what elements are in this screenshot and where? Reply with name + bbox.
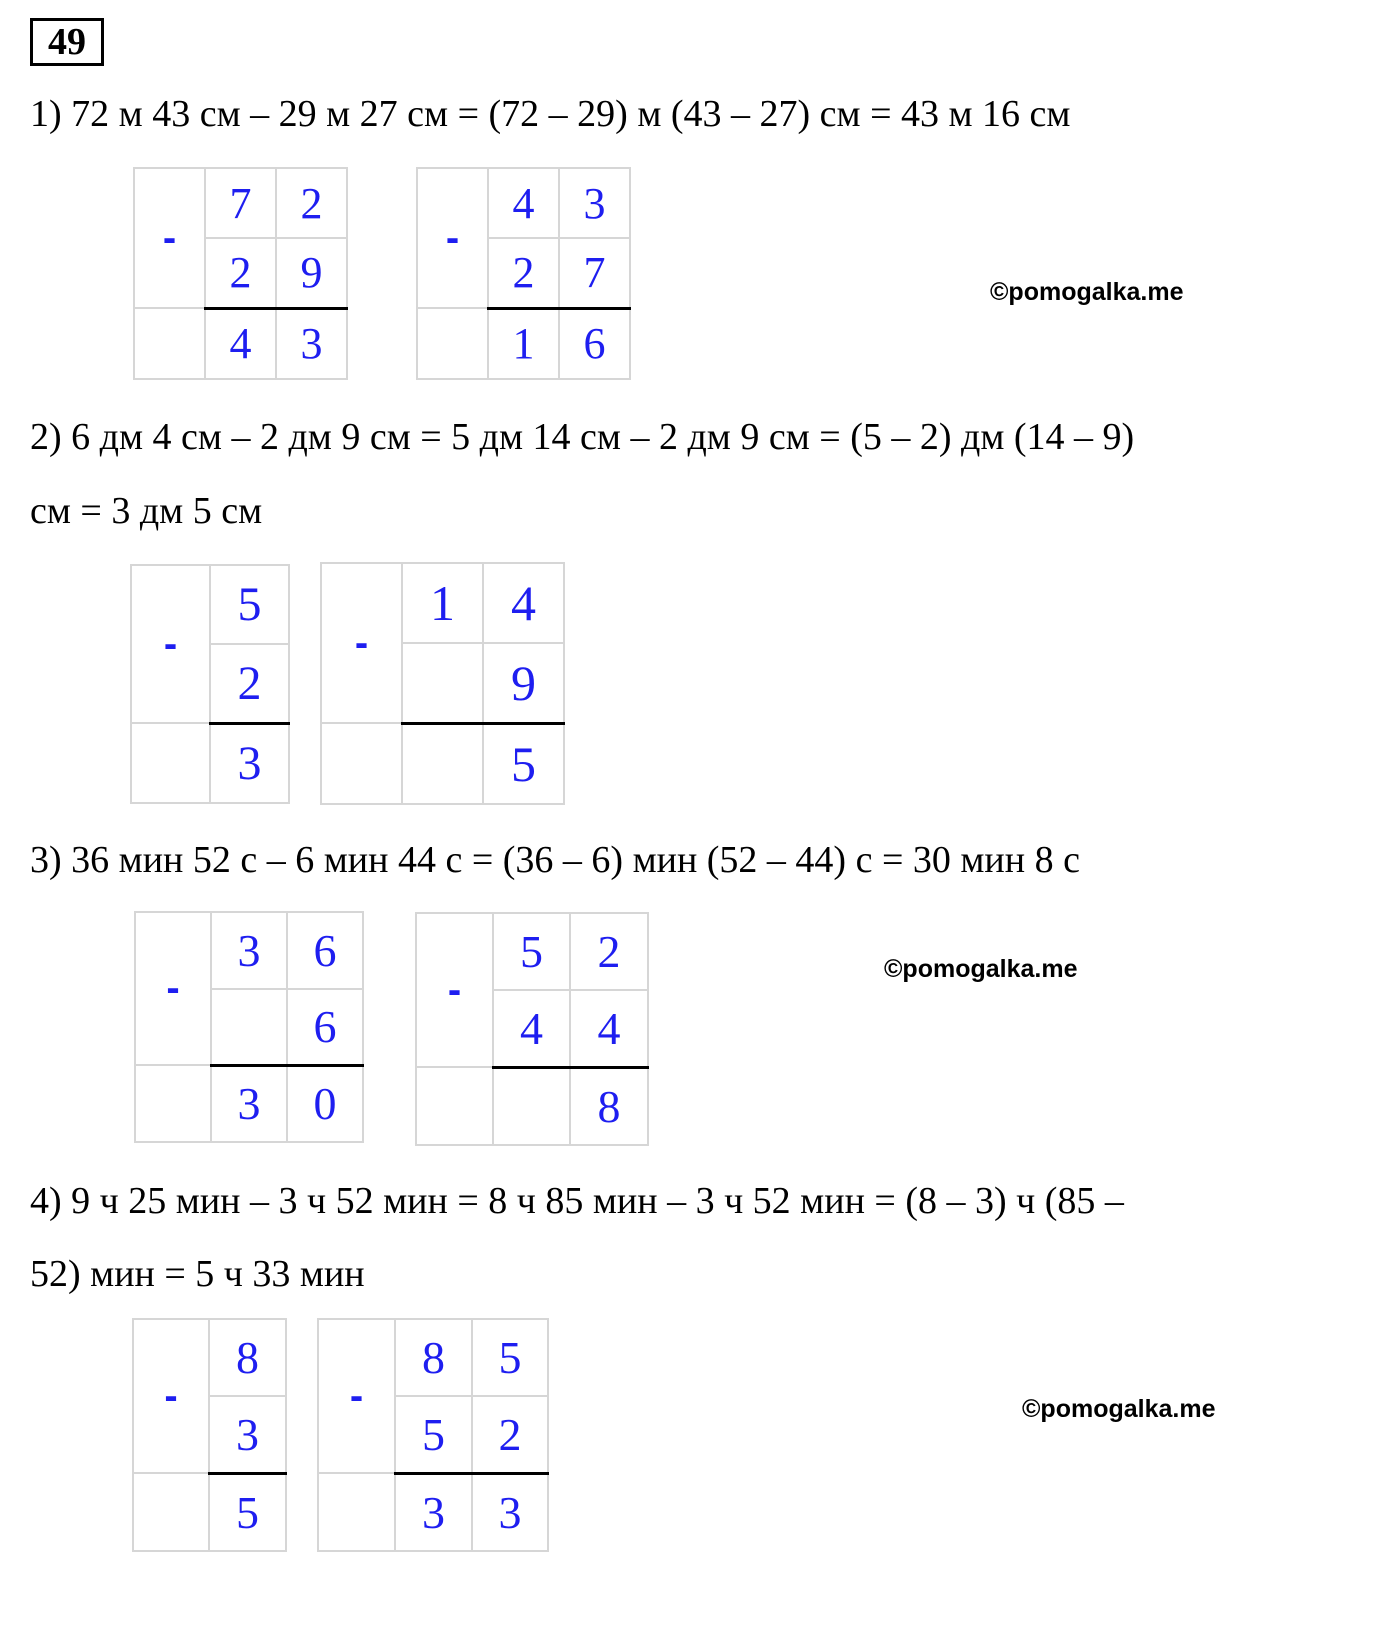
empty-cell xyxy=(135,1065,211,1142)
minus-sign: - xyxy=(417,168,488,308)
digit: 5 xyxy=(472,1319,548,1396)
calc-2b xyxy=(320,562,565,805)
digit: 3 xyxy=(395,1473,472,1551)
minus-sign: - xyxy=(416,913,493,1067)
digit: 3 xyxy=(559,168,630,238)
digit: 6 xyxy=(559,308,630,379)
digit: 1 xyxy=(488,308,559,379)
empty-cell xyxy=(417,308,488,379)
calc-2a xyxy=(130,564,290,804)
digit: 2 xyxy=(276,168,347,238)
digit: 3 xyxy=(211,912,287,989)
digit: 4 xyxy=(570,990,648,1067)
digit: 3 xyxy=(210,723,289,803)
digit: 8 xyxy=(395,1319,472,1396)
minus-sign: - xyxy=(133,1319,209,1473)
minus-sign: - xyxy=(134,168,205,308)
calc-3a xyxy=(134,911,364,1143)
task-number: 49 xyxy=(30,18,104,66)
digit: 4 xyxy=(488,168,559,238)
digit xyxy=(493,1067,570,1145)
problem-2-equation-line-2: см = 3 дм 5 см xyxy=(30,490,263,532)
calc-4a xyxy=(132,1318,287,1552)
digit: 5 xyxy=(395,1396,472,1473)
empty-cell xyxy=(321,723,402,804)
digit: 2 xyxy=(472,1396,548,1473)
minus-sign: - xyxy=(318,1319,395,1473)
digit: 5 xyxy=(493,913,570,990)
problem-1-equation: 1) 72 м 43 см – 29 м 27 см = (72 – 29) м (43 – 27) см = 43 м 16 см xyxy=(30,93,1071,135)
digit: 6 xyxy=(287,989,363,1065)
digit: 2 xyxy=(210,644,289,723)
empty-cell xyxy=(318,1473,395,1551)
watermark: ©pomogalka.me xyxy=(1022,1395,1216,1423)
digit xyxy=(211,989,287,1065)
digit: 4 xyxy=(483,563,564,643)
digit: 2 xyxy=(488,238,559,308)
digit: 9 xyxy=(276,238,347,308)
problem-2-equation-line-1: 2) 6 дм 4 см – 2 дм 9 см = 5 дм 14 см – 2 дм 9 см = (5 – 2) дм (14 – 9) xyxy=(30,416,1135,458)
digit: 1 xyxy=(402,563,483,643)
digit: 9 xyxy=(483,643,564,723)
watermark: ©pomogalka.me xyxy=(884,955,1078,983)
calc-1a xyxy=(133,167,348,380)
empty-cell xyxy=(134,308,205,379)
digit: 7 xyxy=(559,238,630,308)
digit: 5 xyxy=(209,1473,286,1551)
empty-cell xyxy=(131,723,210,803)
digit: 8 xyxy=(570,1067,648,1145)
digit xyxy=(402,643,483,723)
digit: 5 xyxy=(210,565,289,644)
digit: 2 xyxy=(570,913,648,990)
digit: 6 xyxy=(287,912,363,989)
minus-sign: - xyxy=(321,563,402,723)
digit: 0 xyxy=(287,1065,363,1142)
calc-3b xyxy=(415,912,649,1146)
digit: 3 xyxy=(276,308,347,379)
digit: 3 xyxy=(209,1396,286,1473)
digit: 3 xyxy=(211,1065,287,1142)
watermark: ©pomogalka.me xyxy=(990,278,1184,306)
digit: 4 xyxy=(205,308,276,379)
calc-1b xyxy=(416,167,631,380)
digit: 4 xyxy=(493,990,570,1067)
empty-cell xyxy=(416,1067,493,1145)
empty-cell xyxy=(133,1473,209,1551)
digit: 3 xyxy=(472,1473,548,1551)
minus-sign: - xyxy=(131,565,210,723)
digit: 5 xyxy=(483,723,564,804)
digit: 8 xyxy=(209,1319,286,1396)
digit: 2 xyxy=(205,238,276,308)
problem-4-equation-line-1: 4) 9 ч 25 мин – 3 ч 52 мин = 8 ч 85 мин – 3 ч 52 мин = (8 – 3) ч (85 – xyxy=(30,1180,1124,1222)
problem-4-equation-line-2: 52) мин = 5 ч 33 мин xyxy=(30,1253,365,1295)
calc-4b xyxy=(317,1318,549,1552)
digit: 7 xyxy=(205,168,276,238)
problem-3-equation: 3) 36 мин 52 с – 6 мин 44 с = (36 – 6) мин (52 – 44) с = 30 мин 8 с xyxy=(30,839,1080,881)
digit xyxy=(402,723,483,804)
minus-sign: - xyxy=(135,912,211,1065)
